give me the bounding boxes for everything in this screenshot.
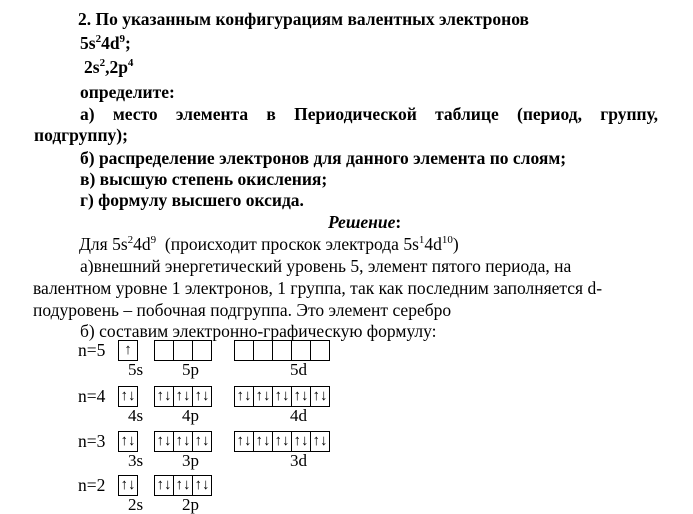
orbital-group-d bbox=[234, 340, 330, 361]
orbital-cell: ↑↓ bbox=[192, 475, 212, 496]
orbital-group-d bbox=[234, 431, 330, 452]
orbital-cell: ↑ bbox=[118, 340, 138, 361]
orbital-cell bbox=[310, 340, 330, 361]
orbital-cell: ↑↓ bbox=[118, 431, 138, 452]
orbital-group-d bbox=[234, 386, 330, 407]
define-label: определите: bbox=[80, 82, 175, 102]
solution-p2: валентном уровне 1 электронов, 1 группа, так как последним заполняется d- bbox=[33, 278, 603, 298]
orbital-cell bbox=[253, 340, 273, 361]
orbital-group-s bbox=[118, 475, 138, 496]
solution-p4: б) составим электронно-графическую формулу: bbox=[80, 321, 437, 341]
solution-p1: а)внешний энергетический уровень 5, элемент пятого периода, на bbox=[80, 256, 572, 276]
orbital-cell: ↑↓ bbox=[154, 431, 174, 452]
config-1: $5s^24d^9$; bbox=[80, 33, 131, 53]
orbital-cell: ↑↓ bbox=[272, 431, 292, 452]
orbital-cell: ↑↓ bbox=[234, 386, 254, 407]
orbital-cell: ↑↓ bbox=[118, 475, 138, 496]
sublevel-label: 4d bbox=[290, 406, 307, 425]
level-label: n=2 bbox=[78, 475, 106, 495]
level-label: n=5 bbox=[78, 340, 106, 360]
sublevel-label: 4p bbox=[182, 406, 199, 425]
orbital-cell: ↑↓ bbox=[192, 431, 212, 452]
orbital-group-s bbox=[118, 431, 138, 452]
solution-for-line: Для $5s^24d^9$ (происходит проскок электрода $5s^14d^{10}$) bbox=[79, 234, 459, 254]
config-2: $2s^2,2p^4$ bbox=[84, 57, 134, 77]
orbital-cell: ↑↓ bbox=[173, 431, 193, 452]
orbital-group-p bbox=[154, 340, 212, 361]
orbital-cell: ↑↓ bbox=[291, 386, 311, 407]
level-label: n=3 bbox=[78, 431, 106, 451]
sublevel-label: 3s bbox=[128, 451, 144, 470]
item-a-line-2: подгруппу); bbox=[34, 125, 128, 145]
orbital-group-p bbox=[154, 386, 212, 407]
sublevel-label: 2s bbox=[128, 495, 144, 514]
task-title: 2. По указанным конфигурациям валентных электронов bbox=[78, 9, 529, 29]
orbital-cell bbox=[154, 340, 174, 361]
orbital-cell: ↑↓ bbox=[291, 431, 311, 452]
solution-heading: Решение: bbox=[328, 212, 402, 232]
orbital-cell bbox=[234, 340, 254, 361]
orbital-cell bbox=[173, 340, 193, 361]
sublevel-label: 2p bbox=[182, 495, 199, 514]
orbital-cell bbox=[192, 340, 212, 361]
sublevel-label: 3d bbox=[290, 451, 307, 470]
orbital-cell: ↑↓ bbox=[253, 431, 273, 452]
item-c: в) высшую степень окисления; bbox=[80, 169, 328, 189]
sublevel-label: 5s bbox=[128, 360, 144, 379]
orbital-cell: ↑↓ bbox=[310, 386, 330, 407]
item-a-line-1: а) место элемента в Периодической таблице (период, группу, bbox=[80, 104, 658, 124]
sublevel-label: 4s bbox=[128, 406, 144, 425]
item-d: г) формулу высшего оксида. bbox=[80, 190, 304, 210]
orbital-cell: ↑↓ bbox=[192, 386, 212, 407]
orbital-cell: ↑↓ bbox=[173, 386, 193, 407]
orbital-group-s bbox=[118, 386, 138, 407]
orbital-cell bbox=[291, 340, 311, 361]
orbital-cell: ↑↓ bbox=[272, 386, 292, 407]
orbital-cell: ↑↓ bbox=[173, 475, 193, 496]
sublevel-label: 5d bbox=[290, 360, 307, 379]
orbital-cell: ↑↓ bbox=[118, 386, 138, 407]
orbital-cell: ↑↓ bbox=[253, 386, 273, 407]
orbital-group-p bbox=[154, 431, 212, 452]
orbital-cell: ↑↓ bbox=[154, 386, 174, 407]
orbital-cell: ↑↓ bbox=[234, 431, 254, 452]
orbital-cell bbox=[272, 340, 292, 361]
level-label: n=4 bbox=[78, 386, 106, 406]
orbital-cell: ↑↓ bbox=[154, 475, 174, 496]
sublevel-label: 5p bbox=[182, 360, 199, 379]
sublevel-label: 3p bbox=[182, 451, 199, 470]
solution-p3: подуровень – побочная подгруппа. Это элемент серебро bbox=[33, 300, 452, 320]
orbital-group-p bbox=[154, 475, 212, 496]
orbital-group-s bbox=[118, 340, 138, 361]
item-b: б) распределение электронов для данного элемента по слоям; bbox=[80, 148, 567, 168]
orbital-cell: ↑↓ bbox=[310, 431, 330, 452]
